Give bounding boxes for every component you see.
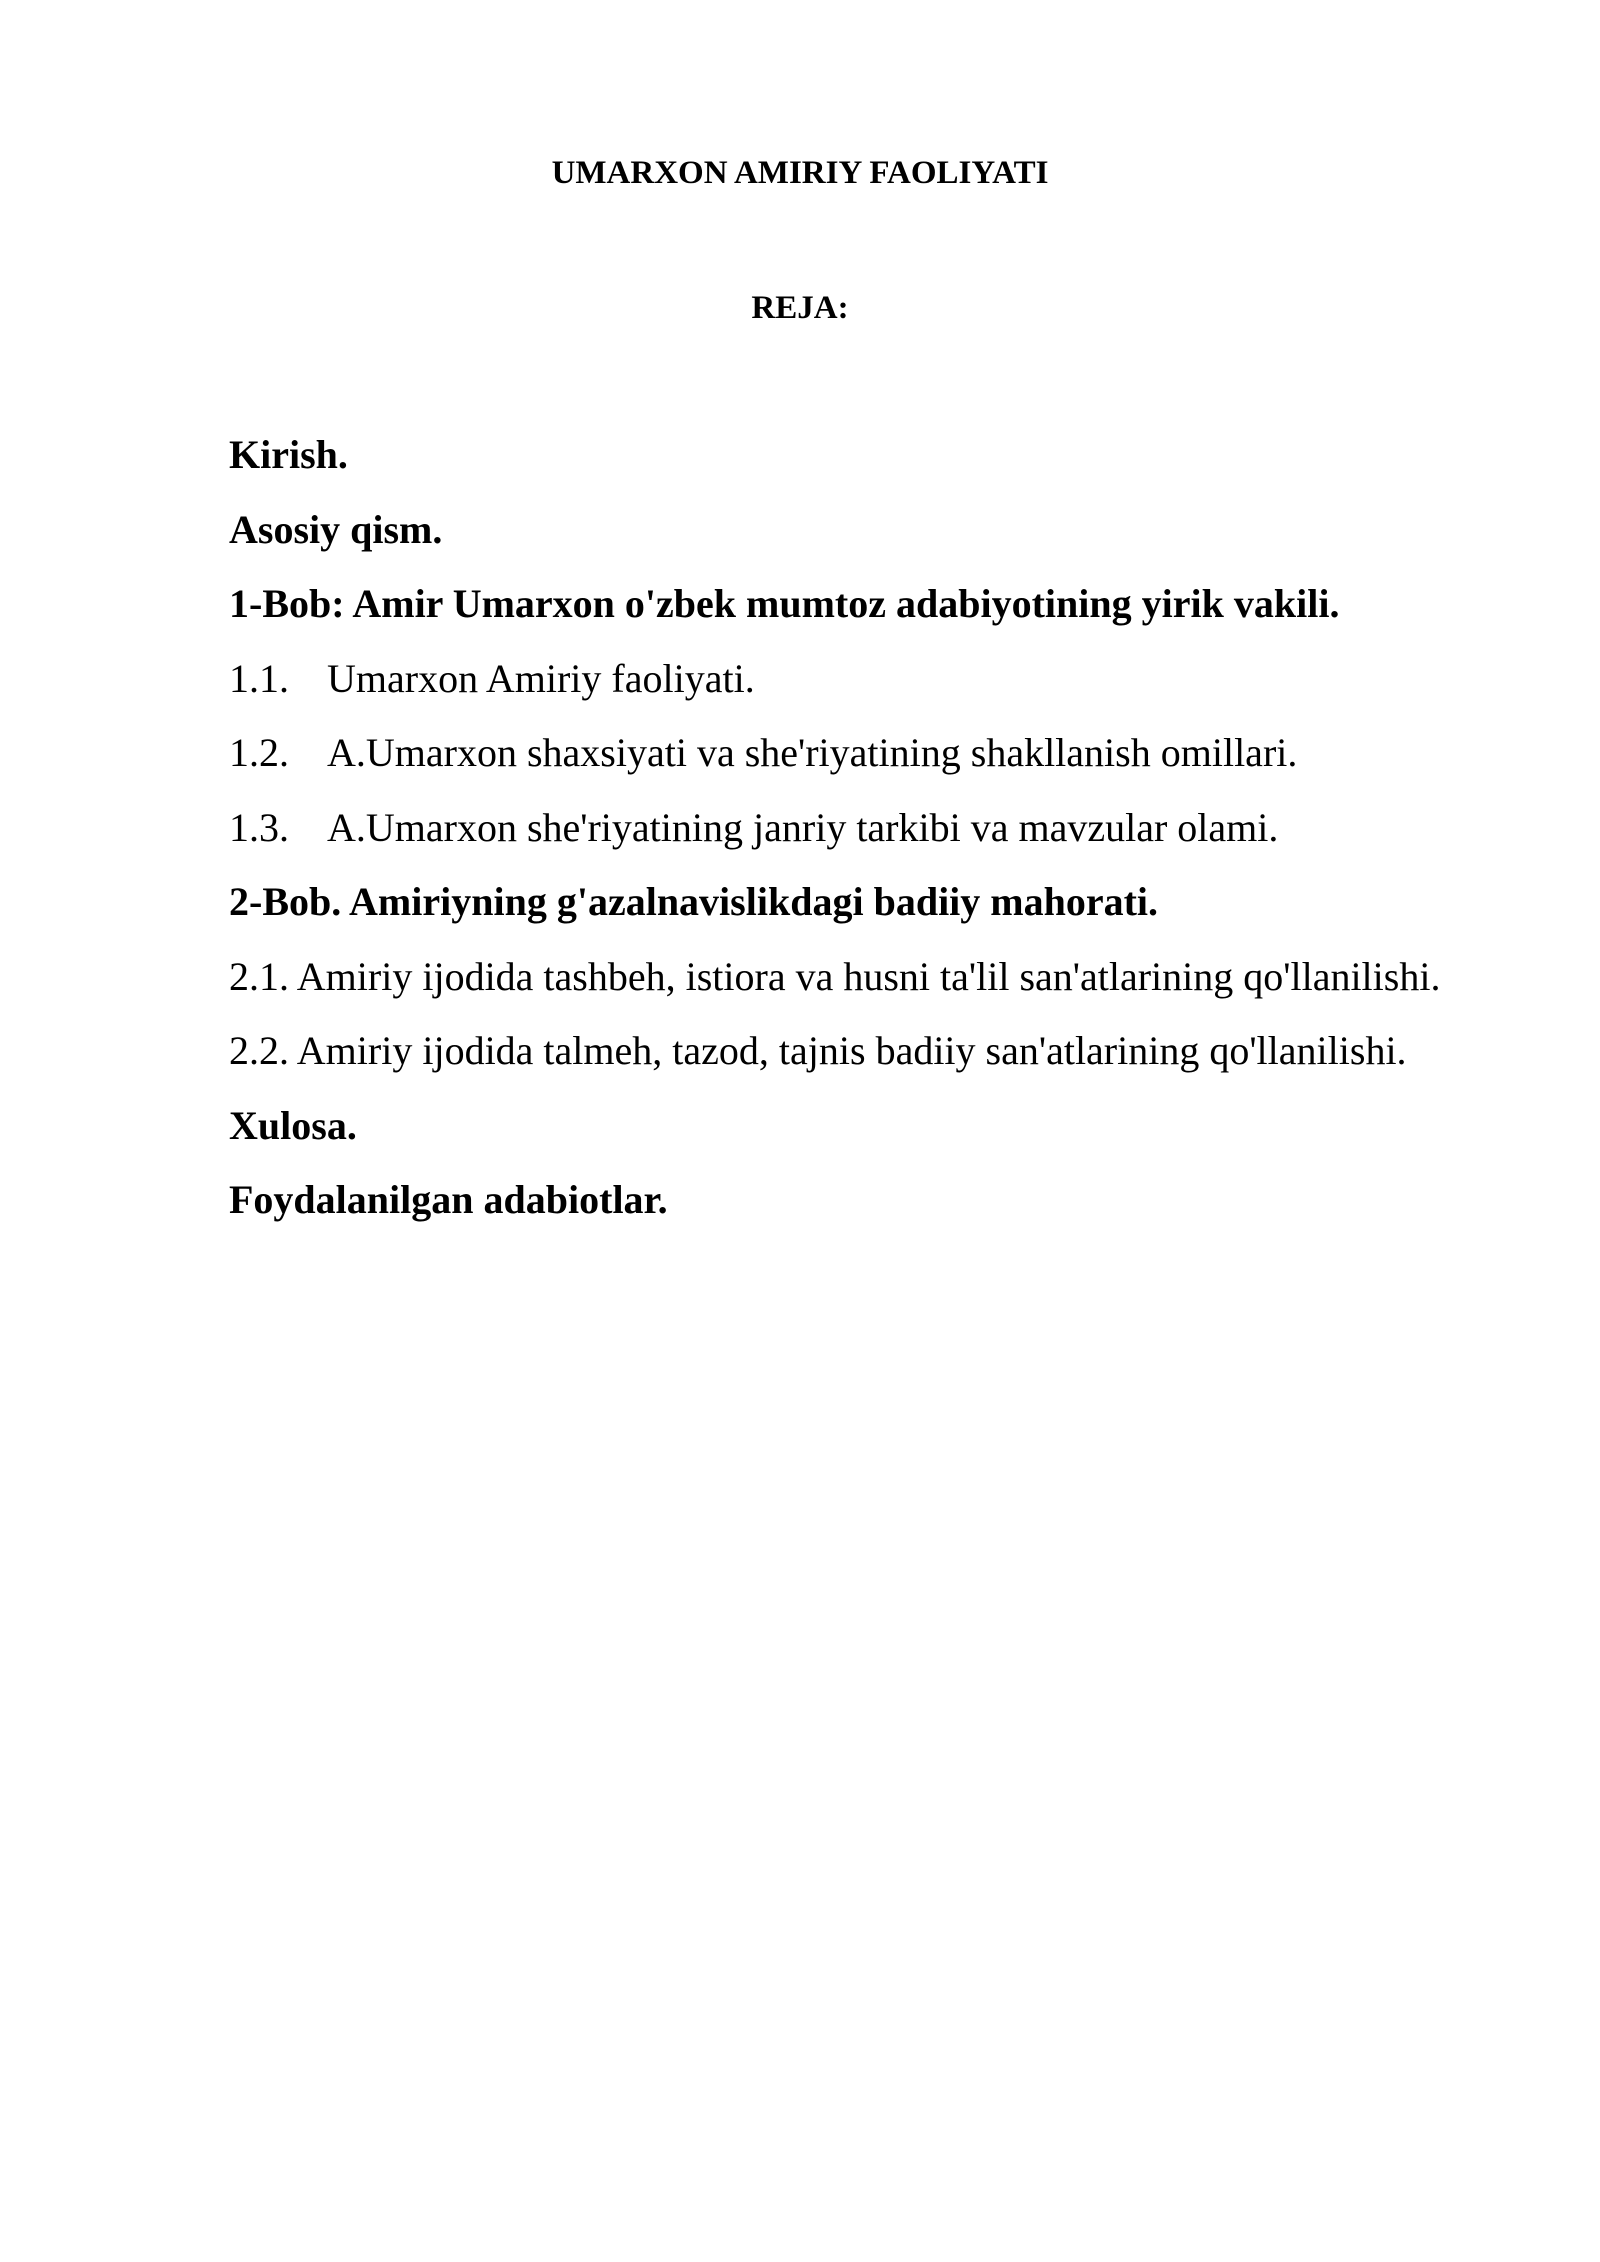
- main-part-item: Asosiy qism.: [229, 506, 443, 552]
- item-number: 1.1.: [229, 655, 289, 701]
- references-item: Foydalanilgan adabiotlar.: [229, 1177, 668, 1222]
- item-number: 1.3.: [229, 804, 289, 850]
- chapter-1-item: [229, 642, 1451, 717]
- plan-heading: REJA:: [751, 290, 849, 326]
- chapter-1-heading: 1-Bob: Amir Umarxon o'zbek mumtoz adabiyotining yirik vakili.: [229, 581, 1340, 626]
- item-text: Umarxon Amiriy faoliyati.: [327, 655, 755, 701]
- intro-item: Kirish.: [229, 432, 348, 477]
- chapter-1-item: [229, 791, 1451, 866]
- chapter-2-heading: 2-Bob. Amiriyning g'azalnavislikdagi badiiy mahorati.: [229, 879, 1159, 924]
- plan-list: [229, 418, 1451, 1238]
- conclusion-item: Xulosa.: [229, 1102, 357, 1148]
- document-title: UMARXON AMIRIY FAOLIYATI: [551, 155, 1049, 191]
- chapter-2-item: 2.2. Amiriy ijodida talmeh, tazod, tajnis badiiy san'atlarining qo'llanilishi.: [229, 1028, 1407, 1073]
- chapter-2-item: 2.1. Amiriy ijodida tashbeh, istiora va husni ta'lil san'atlarining qo'llanilishi.: [229, 953, 1441, 999]
- chapter-1-item: [229, 716, 1451, 791]
- item-number: 1.2.: [229, 730, 289, 775]
- item-text: A.Umarxon she'riyatining janriy tarkibi va mavzular olami.: [327, 804, 1279, 850]
- item-text: A.Umarxon shaxsiyati va she'riyatining shakllanish omillari.: [327, 730, 1298, 775]
